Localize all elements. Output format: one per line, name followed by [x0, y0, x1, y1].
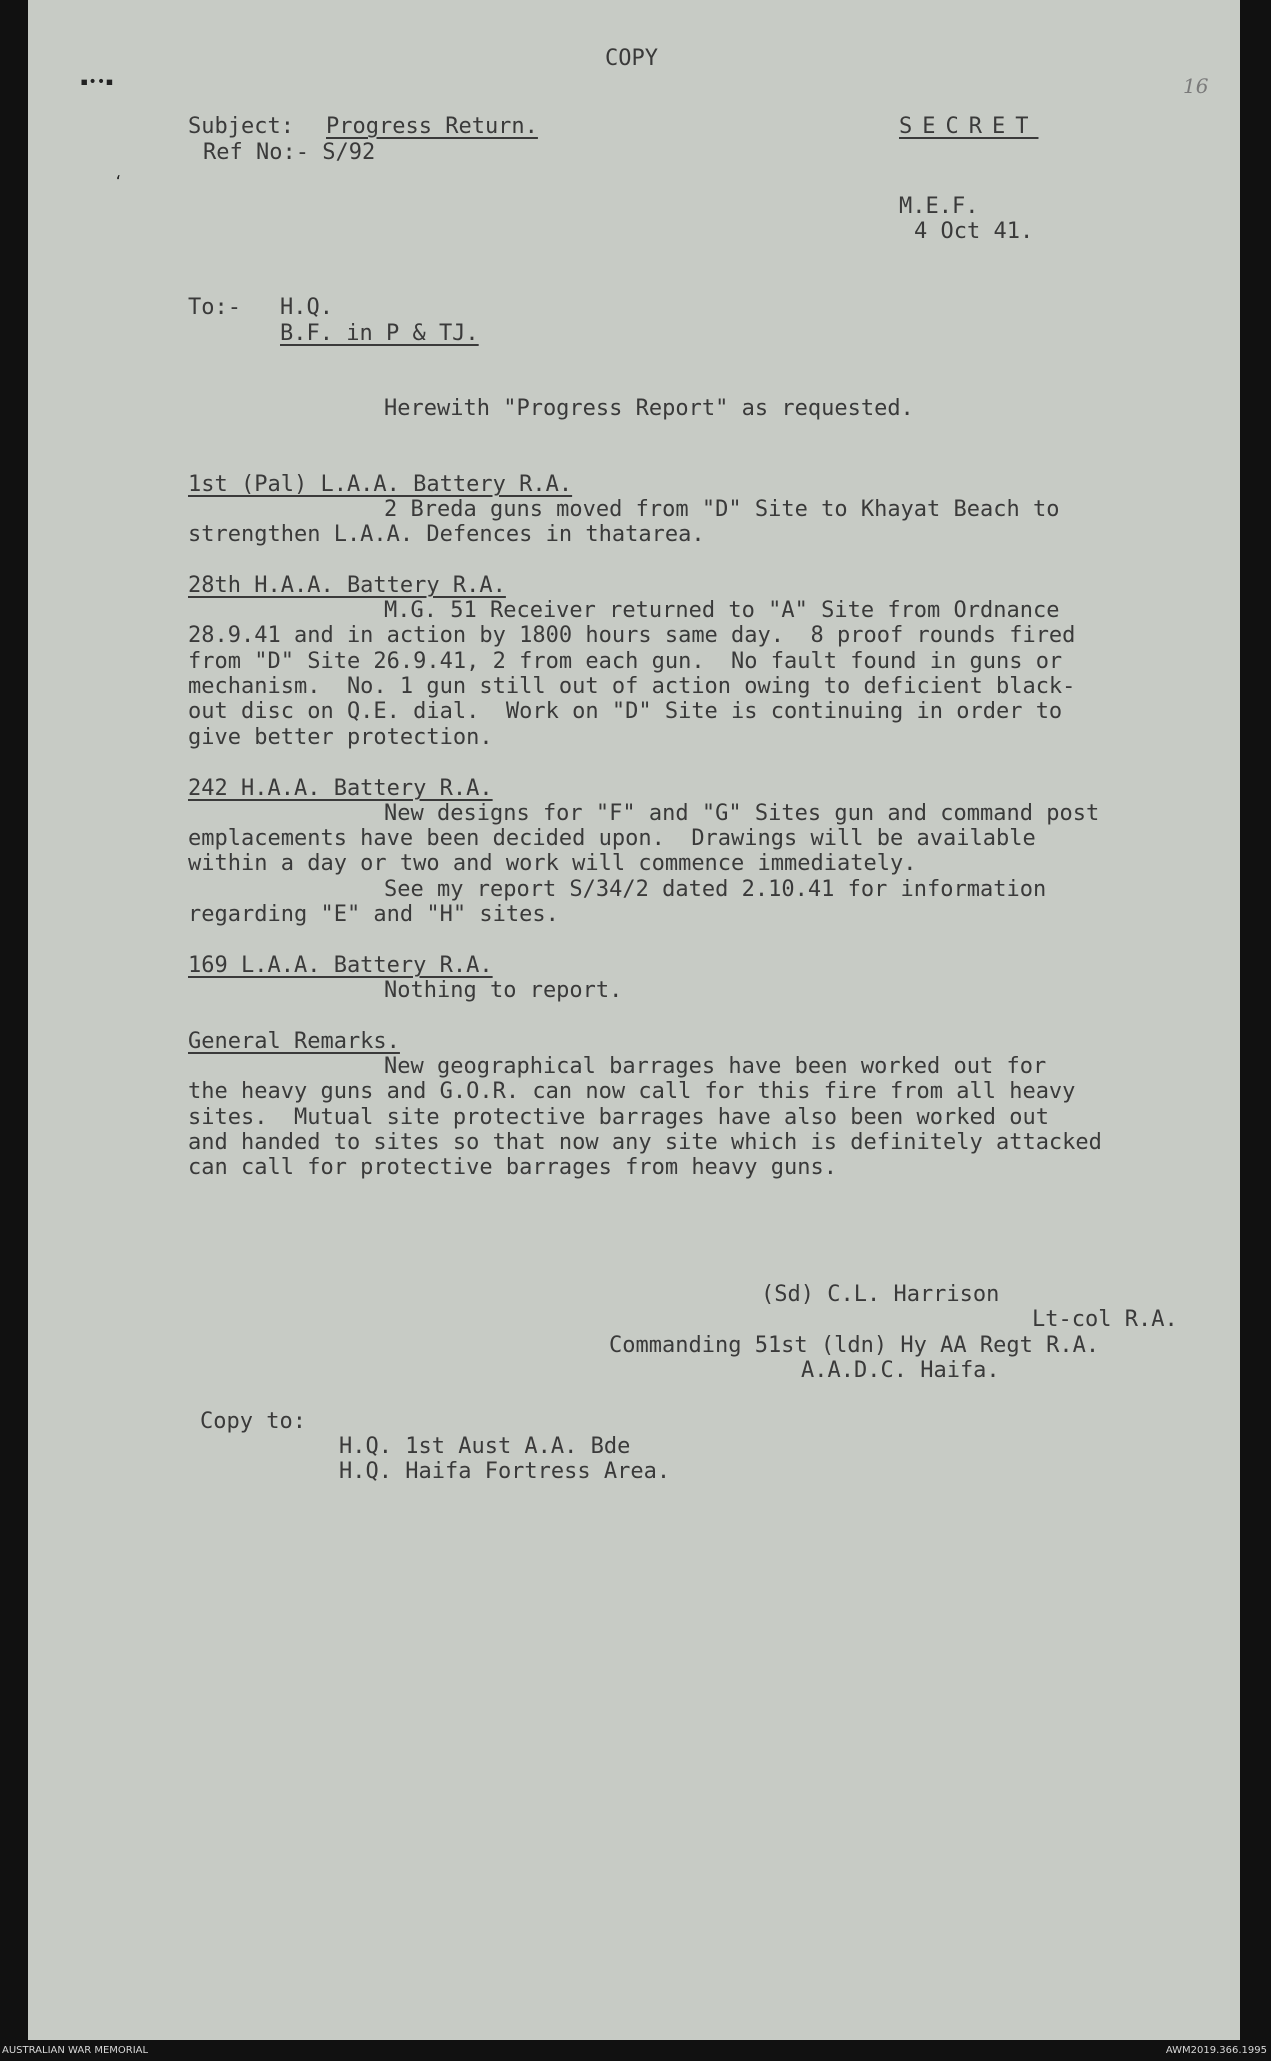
section-line: strengthen L.A.A. Defences in thatarea. — [188, 522, 705, 547]
copy-header: COPY — [605, 46, 658, 71]
section-line: within a day or two and work will commence immediately. — [188, 851, 917, 876]
signature-name: (Sd) C.L. Harrison — [761, 1282, 1000, 1307]
section-line: M.G. 51 Receiver returned to "A" Site from Ordnance — [384, 598, 1060, 623]
ink-mark-top: ▪••▪ — [80, 74, 114, 90]
footer-archive-name: AUSTRALIAN WAR MEMORIAL — [2, 2045, 149, 2056]
addressee-line-2: B.F. in P & TJ. — [280, 321, 479, 346]
copy-to-recipient: H.Q. 1st Aust A.A. Bde — [339, 1434, 631, 1459]
section-line: emplacements have been decided upon. Drawings will be available — [188, 826, 1036, 851]
intro-line: Herewith "Progress Report" as requested. — [384, 396, 914, 421]
reference-number: Ref No:- S/92 — [203, 140, 376, 165]
section-heading: 242 H.A.A. Battery R.A. — [188, 776, 493, 801]
classification-secret: SECRET — [899, 114, 1039, 139]
footer-reference: AWM2019.366.1995 — [1165, 2045, 1267, 2056]
to-label: To:- — [188, 295, 241, 320]
section-line: sites. Mutual site protective barrages have also been worked out — [188, 1105, 1049, 1130]
letter-date: 4 Oct 41. — [914, 219, 1034, 244]
section-line: 2 Breda guns moved from "D" Site to Khayat Beach to — [384, 497, 1060, 522]
subject-value: Progress Return. — [326, 114, 538, 139]
signature-unit: Commanding 51st (ldn) Hy AA Regt R.A. — [609, 1333, 1100, 1358]
signature-rank: Lt-col R.A. — [1032, 1307, 1178, 1332]
addressee-line-1: H.Q. — [280, 295, 333, 320]
location: M.E.F. — [899, 194, 979, 219]
section-line: New geographical barrages have been worked out for — [384, 1054, 1047, 1079]
section-line: New designs for "F" and "G" Sites gun and command post — [384, 801, 1100, 826]
section-line: from "D" Site 26.9.41, 2 from each gun. No fault found in guns or — [188, 649, 1063, 674]
subject-label: Subject: — [188, 114, 294, 139]
section-line: mechanism. No. 1 gun still out of action owing to deficient black- — [188, 674, 1076, 699]
document-page — [28, 0, 1240, 2040]
signature-role: A.A.D.C. Haifa. — [801, 1358, 1000, 1383]
section-heading: 1st (Pal) L.A.A. Battery R.A. — [188, 472, 573, 497]
copy-to-label: Copy to: — [200, 1409, 306, 1434]
section-line: give better protection. — [188, 725, 493, 750]
pencil-page-number: 16 — [1183, 74, 1209, 98]
section-line: Nothing to report. — [384, 978, 623, 1003]
section-line: the heavy guns and G.O.R. can now call for this fire from all heavy — [188, 1079, 1076, 1104]
section-line: regarding "E" and "H" sites. — [188, 902, 559, 927]
section-line: can call for protective barrages from heavy guns. — [188, 1155, 838, 1180]
section-heading: 28th H.A.A. Battery R.A. — [188, 573, 506, 598]
section-line: 28.9.41 and in action by 1800 hours same day. 8 proof rounds fired — [188, 623, 1076, 648]
section-heading: 169 L.A.A. Battery R.A. — [188, 953, 493, 978]
copy-to-recipient: H.Q. Haifa Fortress Area. — [339, 1459, 671, 1484]
section-line: See my report S/34/2 dated 2.10.41 for information — [384, 877, 1047, 902]
section-line: and handed to sites so that now any site which is definitely attacked — [188, 1130, 1102, 1155]
ink-mark-hole: ‘ — [114, 174, 123, 190]
section-heading: General Remarks. — [188, 1029, 400, 1054]
section-line: out disc on Q.E. dial. Work on "D" Site is continuing in order to — [188, 699, 1063, 724]
